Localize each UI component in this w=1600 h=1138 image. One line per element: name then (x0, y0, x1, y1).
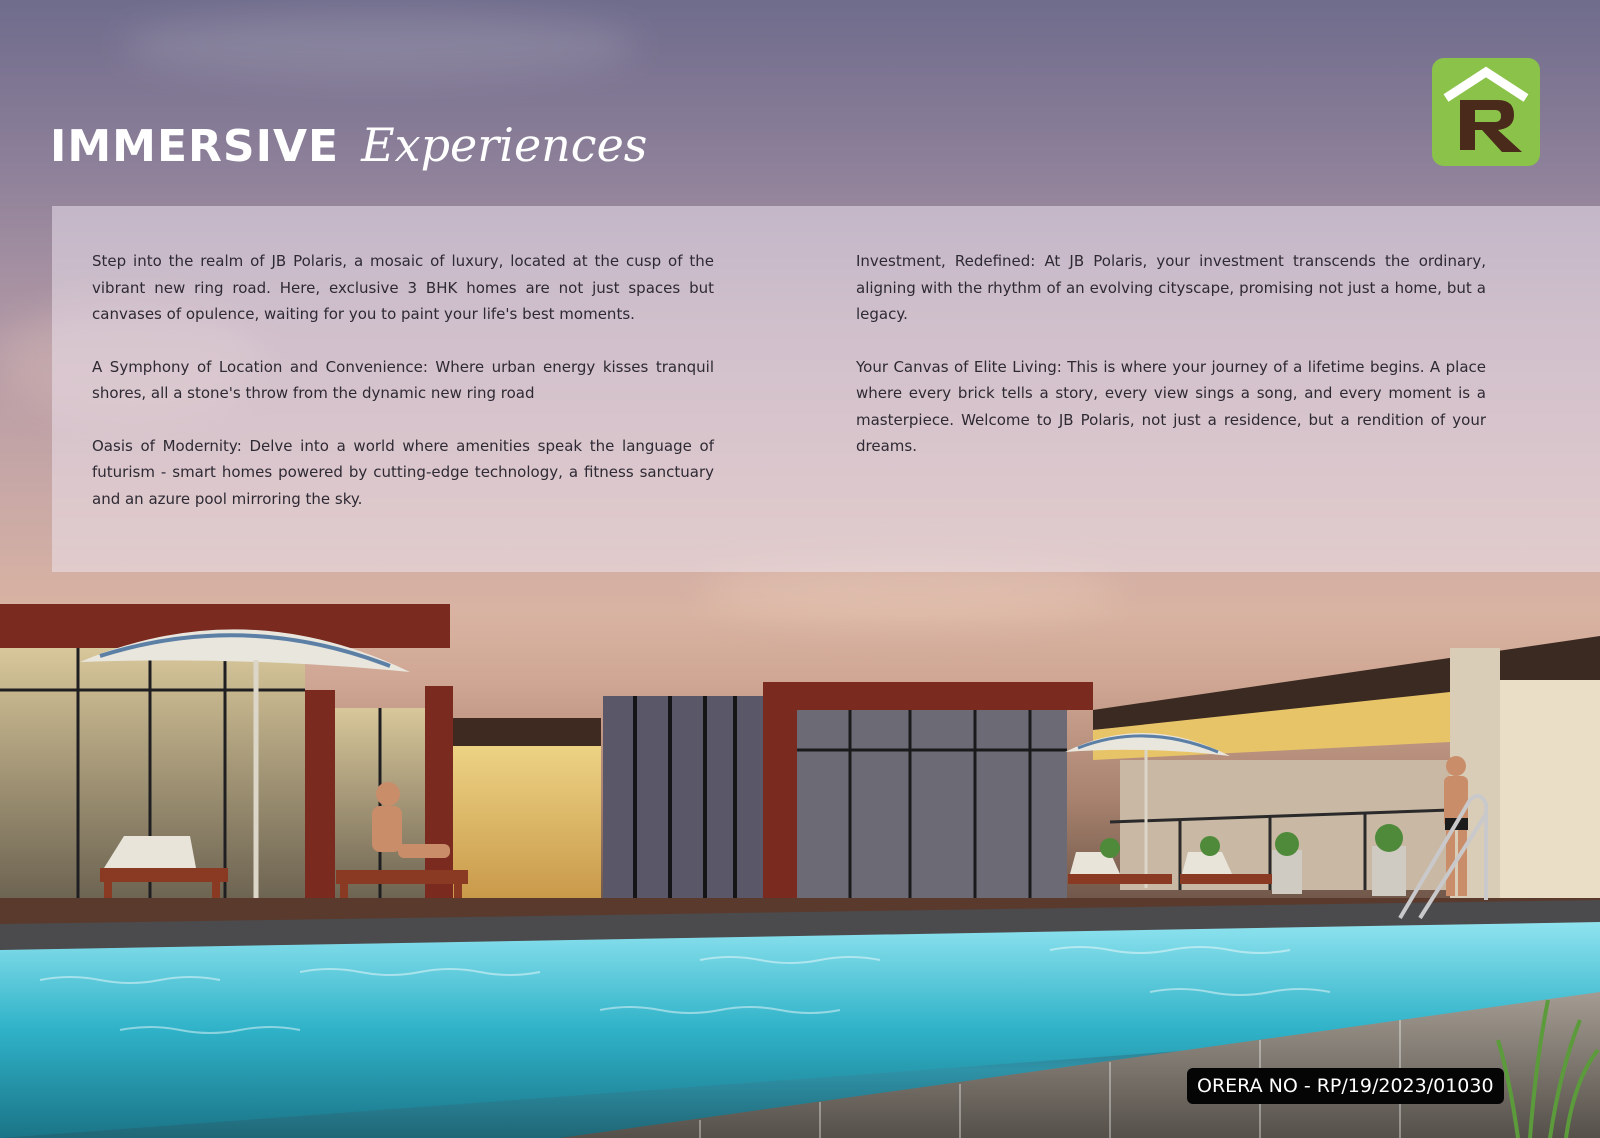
headline-strong-word: IMMERSIVE (50, 121, 340, 172)
logo-mark (1432, 58, 1540, 166)
intro-text-panel (52, 206, 1600, 572)
right-terrace (1093, 636, 1600, 900)
lit-room-fascia (453, 718, 601, 746)
logo-letter (1475, 100, 1522, 152)
paragraph-elite-living: Your Canvas of Elite Living: This is where your journey of a lifetime begins. A place where every brick tells a story, every view sings a song, and every moment is a masterpiece. Welcome to JB Polaris, not just a residence, but a rendition of your dreams. (856, 357, 1486, 455)
house-k-logo-icon (1432, 58, 1540, 166)
orera-registration-badge: ORERA NO - RP/19/2023/01030 (1187, 1068, 1504, 1104)
right-text-column (856, 248, 1486, 486)
poolside-illustration (0, 600, 1600, 1138)
page-headline (50, 118, 647, 198)
paragraph-location: A Symphony of Location and Convenience: Where urban energy kisses tranquil shores, all a stone's throw from the dynamic new ring road (92, 357, 714, 402)
sky-cloud (120, 10, 640, 80)
glass-pavilion (603, 682, 1093, 898)
logo-stem (1460, 100, 1475, 150)
logo-roof (1446, 72, 1526, 98)
paragraph-intro: Step into the realm of JB Polaris, a mosaic of luxury, located at the cusp of the vibrant new ring road. Here, exclusive 3 BHK homes are not just spaces but canvases of opulence, waiting for you to paint your life's best moments. (92, 252, 714, 323)
poolside-render-scene (0, 600, 1600, 1138)
paragraph-investment: Investment, Redefined: At JB Polaris, your investment transcends the ordinary, aligning with the rhythm of an evolving cityscape, promising not just a home, but a legacy. (856, 252, 1486, 323)
headline-script-word: Experiences (361, 118, 648, 172)
paragraph-modernity: Oasis of Modernity: Delve into a world where amenities speak the language of futurism - smart homes powered by cutting-edge technology, a fitness sanctuary and an azure pool mirroring the sky. (92, 436, 714, 508)
left-text-column (92, 248, 714, 538)
